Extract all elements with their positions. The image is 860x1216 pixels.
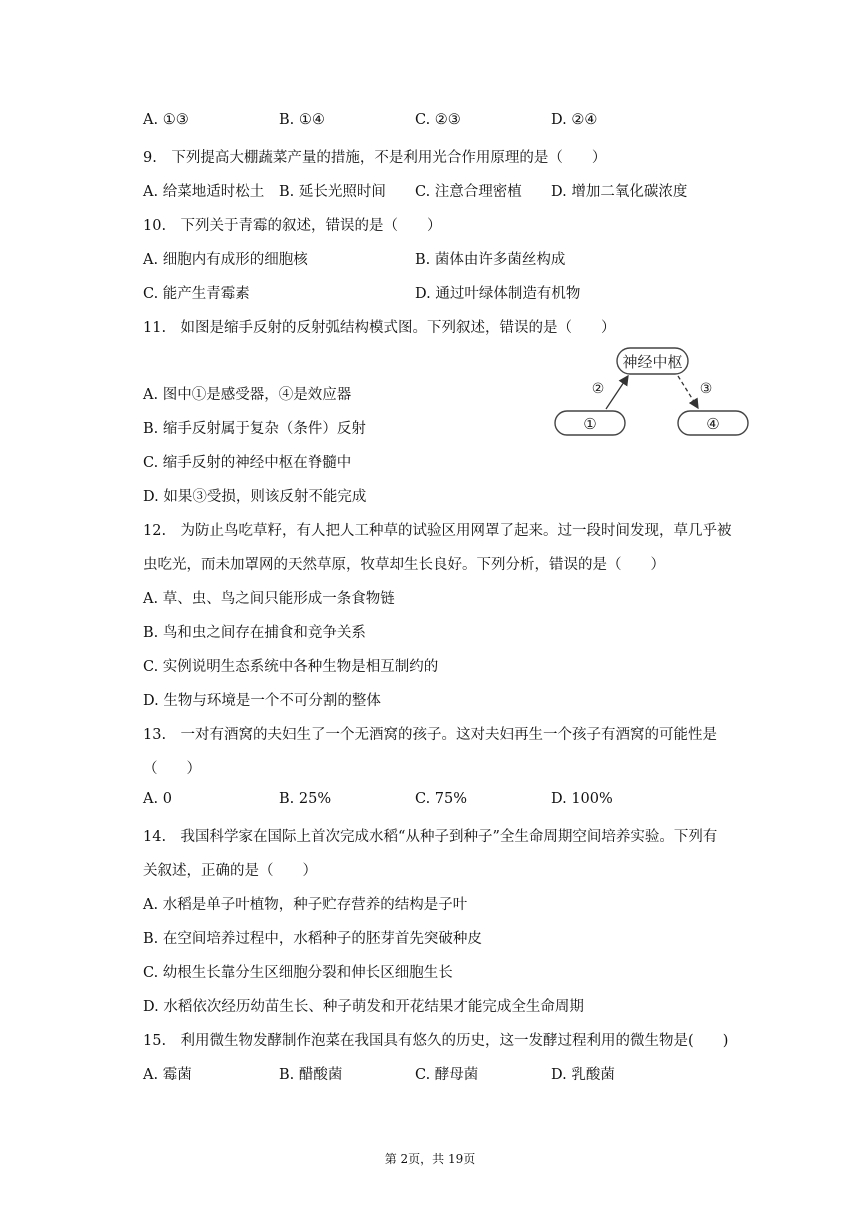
q10-option-a: A. 细胞内有成形的细胞核 <box>143 252 308 268</box>
q14-option-a: A. 水稻是单子叶植物，种子贮存营养的结构是子叶 <box>143 897 468 913</box>
q13-option-a: A. 0 <box>143 791 172 807</box>
q10-option-d: D. 通过叶绿体制造有机物 <box>415 286 581 302</box>
q9-option-c: C. 注意合理密植 <box>415 184 522 200</box>
q10-stem: 10. 下列关于青霉的叙述，错误的是（ ） <box>143 218 442 234</box>
q15-option-a: A. 霉菌 <box>143 1067 192 1083</box>
q14-option-c: C. 幼根生长靠分生区细胞分裂和伸长区细胞生长 <box>143 965 453 981</box>
q8-option-c: C. ②③ <box>415 112 461 128</box>
q13-stem-line1: 13. 一对有酒窝的夫妇生了一个无酒窝的孩子。这对夫妇再生一个孩子有酒窝的可能性是 <box>143 727 718 743</box>
q9-option-a: A. 给菜地适时松土 <box>143 184 265 200</box>
q13-option-c: C. 75% <box>415 791 468 807</box>
q15-option-d: D. 乳酸菌 <box>551 1067 615 1083</box>
q10-option-b: B. 菌体由许多菌丝构成 <box>415 252 566 268</box>
q9-option-b: B. 延长光照时间 <box>279 184 386 200</box>
node-1-label: ① <box>583 415 597 433</box>
q11-option-a: A. 图中①是感受器，④是效应器 <box>143 387 352 403</box>
q9-option-d: D. 增加二氧化碳浓度 <box>551 184 688 200</box>
node-4-label: ④ <box>706 415 720 433</box>
q11-option-d: D. 如果③受损，则该反射不能完成 <box>143 489 367 505</box>
nerve-center-label: 神经中枢 <box>622 353 683 371</box>
q12-stem-line2: 虫吃光，而未加罩网的天然草原，牧草却生长良好。下列分析，错误的是（ ） <box>143 557 665 573</box>
label-2: ② <box>591 381 605 397</box>
q15-stem: 15. 利用微生物发酵制作泡菜在我国具有悠久的历史，这一发酵过程利用的微生物是( ) <box>143 1033 729 1049</box>
arrow-2 <box>606 376 628 409</box>
q14-option-b: B. 在空间培养过程中，水稻种子的胚芽首先突破种皮 <box>143 931 482 947</box>
q13-option-d: D. 100% <box>551 791 613 807</box>
q11-option-b: B. 缩手反射属于复杂（条件）反射 <box>143 421 366 437</box>
q12-option-b: B. 鸟和虫之间存在捕食和竞争关系 <box>143 625 366 641</box>
q15-option-c: C. 酵母菌 <box>415 1067 479 1083</box>
q13-option-b: B. 25% <box>279 791 332 807</box>
label-3: ③ <box>699 381 713 397</box>
q8-option-d: D. ②④ <box>551 112 598 128</box>
q12-option-c: C. 实例说明生态系统中各种生物是相互制约的 <box>143 659 439 675</box>
q8-option-b: B. ①④ <box>279 112 325 128</box>
q12-option-a: A. 草、虫、鸟之间只能形成一条食物链 <box>143 591 395 607</box>
q12-stem-line1: 12. 为防止鸟吃草籽，有人把人工种草的试验区用网罩了起来。过一段时间发现，草几乎被 <box>143 523 732 539</box>
q11-option-c: C. 缩手反射的神经中枢在脊髓中 <box>143 455 352 471</box>
q14-stem-line2: 关叙述，正确的是（ ） <box>143 863 317 879</box>
q12-option-d: D. 生物与环境是一个不可分割的整体 <box>143 693 381 709</box>
q14-option-d: D. 水稻依次经历幼苗生长、种子萌发和开花结果才能完成全生命周期 <box>143 999 584 1015</box>
page-footer: 第 2页，共 19页 <box>384 1152 476 1166</box>
q15-option-b: B. 醋酸菌 <box>279 1067 343 1083</box>
q13-stem-line2: （ ） <box>143 761 201 777</box>
arrow-3 <box>678 376 698 408</box>
q11-stem: 11. 如图是缩手反射的反射弧结构模式图。下列叙述，错误的是（ ） <box>143 320 616 336</box>
q10-option-c: C. 能产生青霉素 <box>143 286 250 302</box>
q9-stem: 9. 下列提高大棚蔬菜产量的措施，不是利用光合作用原理的是（ ） <box>143 150 607 166</box>
reflex-arc-diagram <box>550 340 755 440</box>
q14-stem-line1: 14. 我国科学家在国际上首次完成水稻“从种子到种子”全生命周期空间培养实验。下列有 <box>143 829 718 845</box>
q8-option-a: A. ①③ <box>143 112 189 128</box>
